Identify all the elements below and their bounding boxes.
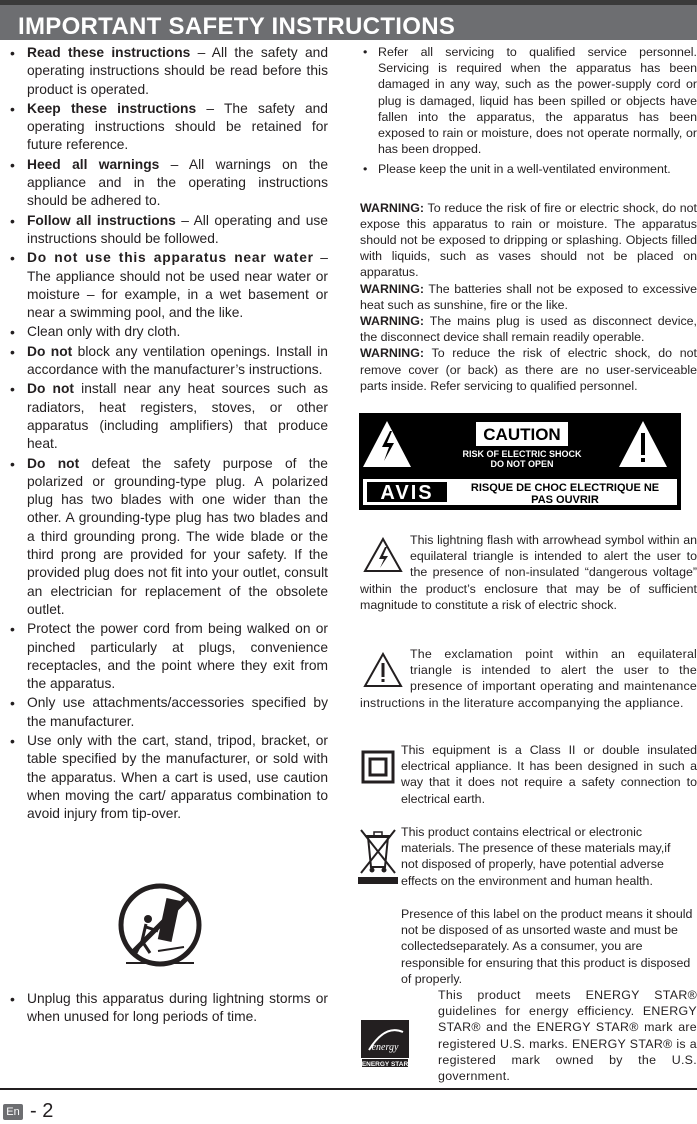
exclamation-description xyxy=(360,646,697,711)
list-item xyxy=(7,323,328,341)
bullet: • xyxy=(363,162,368,177)
bullet: • xyxy=(10,45,15,61)
item-text: Use only with the cart, stand, tripod, bracket, or table specified by the manufacturer, or sold with the apparatus. When a cart is used, use caution when moving the cart/ apparatus combination to avoid injury from tip-over. xyxy=(27,732,328,822)
list-item xyxy=(7,990,328,1027)
warning-paragraph xyxy=(360,200,697,281)
spacer xyxy=(360,182,697,200)
item-bold: Do not xyxy=(27,343,73,359)
caution-line1: RISK OF ELECTRIC SHOCK xyxy=(462,449,582,459)
warning-text: To reduce the risk of fire or electric shock, do not expose this apparatus to rain or moisture. The apparatus should not be exposed to dripping or splashing. Objects filled with liquids, such as vases should not be placed on apparatus. xyxy=(360,200,697,280)
bullet: • xyxy=(10,991,16,1007)
item-text: defeat the safety purpose of the polarized or grounding-type plug. A polarized plug has two blades with one wider than the other. A grounding-type plug has two blades and a third grounding prong. The wide blade or the third prong are provided for your safety. If the provided plug does not fit into your outlet, consult an electrician for replacement of the obsolete outlet. xyxy=(27,455,328,617)
avis-title: AVIS xyxy=(380,482,434,504)
warning-paragraph xyxy=(360,281,697,313)
list-item xyxy=(7,620,328,693)
warning-text: The batteries shall not be exposed to excessive heat such as sunshine, fire or the like. xyxy=(360,281,697,312)
energy-star-label: ENERGY STAR xyxy=(361,1061,409,1068)
svg-text:energy: energy xyxy=(371,1042,399,1053)
bullet: • xyxy=(10,156,15,173)
bullet: • xyxy=(10,100,15,117)
bullet: • xyxy=(10,621,15,638)
caution-title: CAUTION xyxy=(483,425,561,444)
warning-text: The mains plug is used as disconnect device, the disconnect device shall remain readily operable. xyxy=(360,314,697,345)
left-last-item xyxy=(7,990,328,1028)
weee-text-2: Presence of this label on the product means it should not be disposed of as unsorted waste and must be collectedseparately. As a consumer, you are responsible for ensuring that this product is disposed of properly. xyxy=(401,907,693,986)
item-text: install near any heat sources such as radiators, heat registers, stoves, or other apparatus (including amplifiers) that produce heat. xyxy=(27,381,328,452)
caution-label xyxy=(359,413,681,510)
bullet: • xyxy=(10,732,15,749)
language-badge: En xyxy=(3,1104,23,1120)
item-text: Clean only with dry cloth. xyxy=(27,324,181,340)
list-item xyxy=(7,455,328,620)
caution-line2: DO NOT OPEN xyxy=(490,459,554,469)
item-text: – The safety and operating instructions should be retained for future reference. xyxy=(27,100,328,153)
item-text: – All operating and use instructions should be followed. xyxy=(27,212,328,246)
warning-text: To reduce the risk of electric shock, do not remove cover (or back) as there are no user-serviceable parts inside. Refer servicing to qualified personnel. xyxy=(360,346,697,393)
warning-paragraph xyxy=(360,313,697,345)
weee-text-1: This product contains electrical or electronic materials. The presence of these materials may,if not disposed of properly, have potential adverse effects on the environment and human health. xyxy=(401,825,671,888)
list-item xyxy=(7,380,328,453)
warning-paragraph xyxy=(360,345,697,394)
item-text: Protect the power cord from being walked on or pinched particularly at plugs, convenience receptacles, and the point where they exit from the apparatus. xyxy=(27,621,328,692)
warning-label: WARNING: xyxy=(360,346,425,361)
list-item xyxy=(7,732,328,823)
bullet: • xyxy=(10,212,15,229)
item-bold: Do not xyxy=(27,455,80,471)
item-text: – The appliance should not be used near water or moisture – for example, in a wet basement or near a swimming pool, and the like. xyxy=(27,250,328,321)
list-item xyxy=(7,44,328,99)
avis-line2: PAS OUVRIR xyxy=(531,494,599,506)
warning-label: WARNING: xyxy=(360,281,425,296)
bullet: • xyxy=(363,45,368,59)
item-text: Unplug this apparatus during lightning storms or when unused for long periods of time. xyxy=(27,991,328,1025)
item-bold: Follow all instructions xyxy=(27,212,176,228)
bullet: • xyxy=(10,250,15,267)
item-text: Only use attachments/accessories specified by the manufacturer. xyxy=(27,695,328,729)
item-text: Refer all servicing to qualified service personnel. Servicing is required when the apparatus has been damaged in any way, such as the power-supply cord or plug is damaged, liquid has been spilled or objects have fallen into the apparatus, the apparatus has been exposed to rain or moisture, does not operate normally, or has been dropped. xyxy=(378,45,697,157)
float-spacer xyxy=(360,532,410,580)
page-number: - 2 xyxy=(30,1100,54,1122)
item-bold: Read these instructions xyxy=(27,45,191,60)
energy-star-text: This product meets ENERGY STAR® guidelines for energy efficiency. ENERGY STAR® and the ENERGY STAR® mark are registered U.S. marks. ENERGY STAR® is a registered mark owned by the U.S. government. xyxy=(438,988,697,1084)
item-text: Please keep the unit in a well-ventilated environment. xyxy=(378,162,671,177)
item-text: block any ventilation openings. Install in accordance with the manufacturer’s instructions. xyxy=(27,343,328,378)
list-item xyxy=(7,100,328,155)
list-item xyxy=(7,212,328,249)
avis-line1: RISQUE DE CHOC ELECTRIQUE NE xyxy=(470,482,660,494)
right-column xyxy=(360,44,697,394)
lightning-text: This lightning flash with arrowhead symbol within an equilateral triangle is intended to alert the user to the presence of non-insulated “dangerous voltage” within the product’s enclosure that may be of sufficient magnitude to constitute a risk of electric shock. xyxy=(360,533,697,612)
bullet: • xyxy=(10,324,15,341)
float-spacer xyxy=(360,646,410,694)
class-ii-text: This equipment is a Class II or double insulated electrical appliance. It has been designed in such a way that it does not require a safety connection to electrical earth. xyxy=(401,743,697,806)
item-bold: Keep these instructions xyxy=(27,100,197,116)
list-item xyxy=(360,44,697,157)
exclamation-text: The exclamation point within an equilateral triangle is intended to alert the user to the presence of important operating and maintenance instructions in the literature accompanying the appliance. xyxy=(360,647,697,710)
left-column xyxy=(7,44,328,824)
item-bold: Heed all warnings xyxy=(27,156,160,172)
bullet: • xyxy=(10,695,15,712)
energy-star-logo xyxy=(361,1020,409,1068)
warning-label: WARNING: xyxy=(360,314,425,329)
list-item xyxy=(7,156,328,211)
list-item xyxy=(7,249,328,322)
warning-label: WARNING: xyxy=(360,200,425,215)
lightning-description xyxy=(360,532,697,613)
weee-bin-icon xyxy=(358,827,398,885)
list-item xyxy=(7,343,328,380)
page-header xyxy=(0,0,697,40)
footer-rule xyxy=(0,1088,697,1090)
bullet: • xyxy=(10,455,15,472)
item-bold: Do not use this apparatus near water xyxy=(27,250,314,266)
item-text: – All warnings on the appliance and in the operating instructions should be adhered to. xyxy=(27,156,329,209)
bullet: • xyxy=(10,343,15,360)
list-item xyxy=(360,161,697,177)
class-ii-icon xyxy=(361,750,395,784)
cart-tipover-icon xyxy=(118,883,202,967)
page-title: IMPORTANT SAFETY INSTRUCTIONS xyxy=(18,13,456,40)
list-item xyxy=(7,694,328,731)
bullet: • xyxy=(10,381,15,398)
item-text: – All the safety and operating instructions should be read before this product is operated. xyxy=(27,45,328,97)
item-bold: Do not xyxy=(27,381,74,397)
